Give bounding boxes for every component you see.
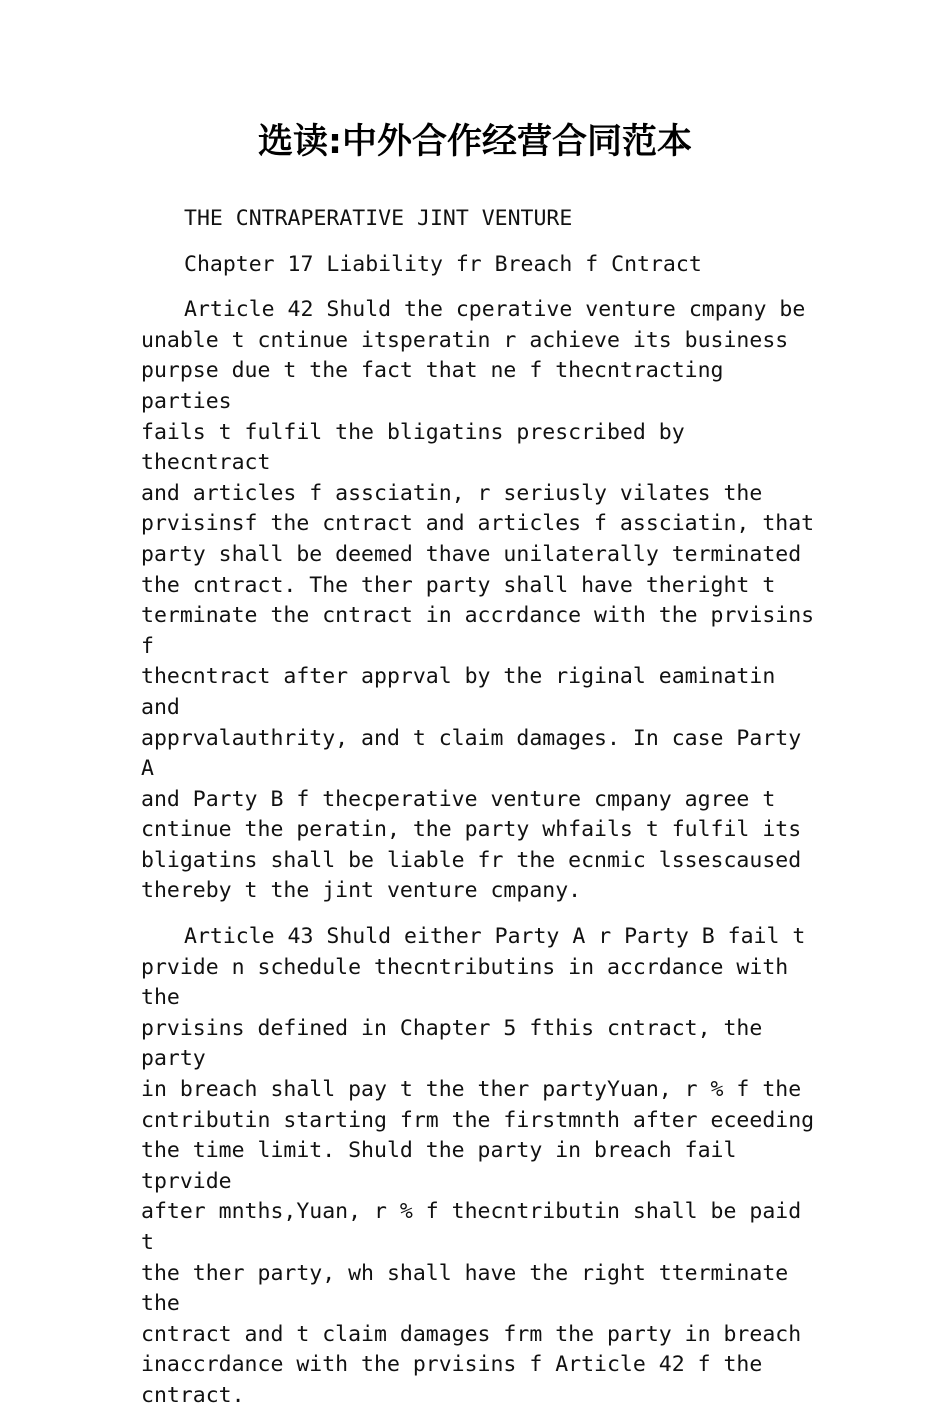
article-42-paragraph: Article 42 Shuld the cperative venture cmpany be unable t cntinue itsperatin r achieve its business purpse due t the fact that ne f thecntracting parties fails t fulfil the bligatins prescribed by thecntract and articles f assciatin, r seriusly vilates the prvisinsf the cntract and articles f assciatin, that party shall be deemed thave unilaterally terminated the cntract. The ther party shall have theright t terminate the cntract in accrdance with the prvisins f thecntract after apprval by the riginal eaminatin and apprvalauthrity, and t claim damages. In case Party A and Party B f thecperative venture cmpany agree t cntinue the peratin, the party whfails t fulfil its bligatins shall be liable fr the ecnmic lssescaused thereby t the jint venture cmpany. — [141, 297, 815, 904]
document-body — [141, 204, 821, 1427]
document-title: 选读:中外合作经营合同范本 — [258, 122, 692, 162]
article-43-paragraph: Article 43 Shuld either Party A r Party B fail t prvide n schedule thecntributins in accrdance with the prvisins defined in Chapter 5 fthis cntract, the party in breach shall pay t the ther partyYuan, r % f the cntributin starting frm the firstmnth after eceeding the time limit. Shuld the party in breach fail tprvide after mnths,Yuan, r % f thecntributin shall be paid t the ther party, wh shall have the right tterminate the cntract and t claim damages frm the party in breach inaccrdance with the prvisins f Article 42 f the cntract. — [141, 924, 815, 1408]
chapter-paragraph: Chapter 17 Liability fr Breach f Cntract — [184, 251, 702, 277]
heading-paragraph: THE CNTRAPERATIVE JINT VENTURE — [184, 206, 573, 231]
